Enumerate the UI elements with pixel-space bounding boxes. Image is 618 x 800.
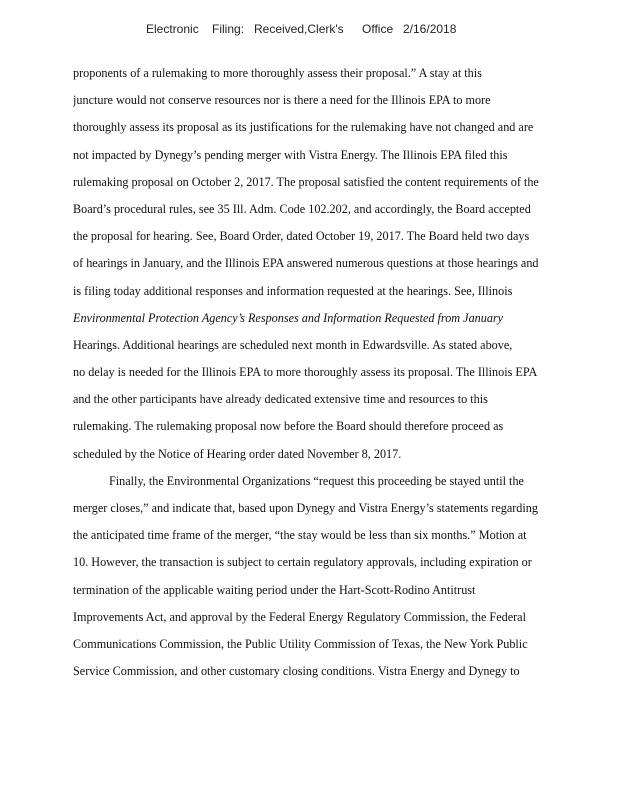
text-line: 10. However, the transaction is subject to certain regulatory approvals, including expiration or: [73, 555, 532, 570]
text-line: juncture would not conserve resources nor is there a need for the Illinois EPA to more: [73, 93, 491, 108]
header-filing: Filing:: [212, 22, 245, 36]
text-line: the proposal for hearing. See, Board Order, dated October 19, 2017. The Board held two days: [73, 229, 530, 244]
text-line-citation: Environmental Protection Agency’s Responses and Information Requested from January: [73, 310, 504, 325]
text-line: Finally, the Environmental Organizations “request this proceeding be stayed until the: [109, 473, 524, 488]
text-line: the anticipated time frame of the merger, “the stay would be less than six months.” Motion at: [73, 528, 527, 543]
paragraph-stay-rationale: [73, 60, 593, 468]
header-date: 2/16/2018: [403, 22, 457, 36]
text-line: of hearings in January, and the Illinois EPA answered numerous questions at those hearings and: [73, 256, 539, 271]
header-office: Office: [362, 22, 394, 36]
text-line: merger closes,” and indicate that, based upon Dynegy and Vistra Energy’s statements regarding: [73, 501, 538, 515]
text-line: rulemaking. The rulemaking proposal now before the Board should therefore proceed as: [73, 419, 504, 434]
text-line: scheduled by the Notice of Hearing order dated November 8, 2017.: [73, 446, 402, 461]
text-line: thoroughly assess its proposal as its justifications for the rulemaking have not changed and are: [73, 120, 534, 135]
text-line: and the other participants have already dedicated extensive time and resources to this: [73, 392, 488, 407]
text-line: termination of the applicable waiting period under the Hart-Scott-Rodino Antitrust: [73, 582, 476, 597]
document-body: [73, 60, 593, 685]
text-line: Hearings. Additional hearings are scheduled next month in Edwardsville. As stated above,: [73, 337, 513, 352]
text-line: Improvements Act, and approval by the Federal Energy Regulatory Commission, the Federal: [73, 609, 526, 624]
header-received: Received,Clerk's: [254, 22, 344, 36]
text-line: is filing today additional responses and information requested at the hearings. See, Illinois: [73, 283, 513, 298]
header-electronic: Electronic: [146, 22, 199, 36]
text-line: Communications Commission, the Public Utility Commission of Texas, the New York Public: [73, 636, 528, 651]
text-line: not impacted by Dynegy’s pending merger with Vistra Energy. The Illinois EPA filed this: [73, 147, 508, 162]
paragraph-merger-closing: [73, 468, 593, 686]
text-line: proponents of a rulemaking to more thoroughly assess their proposal.” A stay at this: [73, 66, 482, 80]
text-line: Board’s procedural rules, see 35 Ill. Adm. Code 102.202, and accordingly, the Board accepted: [73, 201, 531, 216]
text-line: Service Commission, and other customary closing conditions. Vistra Energy and Dynegy to: [73, 664, 520, 679]
text-line: no delay is needed for the Illinois EPA to more thoroughly assess its proposal. The Illinois EPA: [73, 365, 538, 380]
text-line: rulemaking proposal on October 2, 2017. The proposal satisfied the content requirements of the: [73, 174, 539, 189]
